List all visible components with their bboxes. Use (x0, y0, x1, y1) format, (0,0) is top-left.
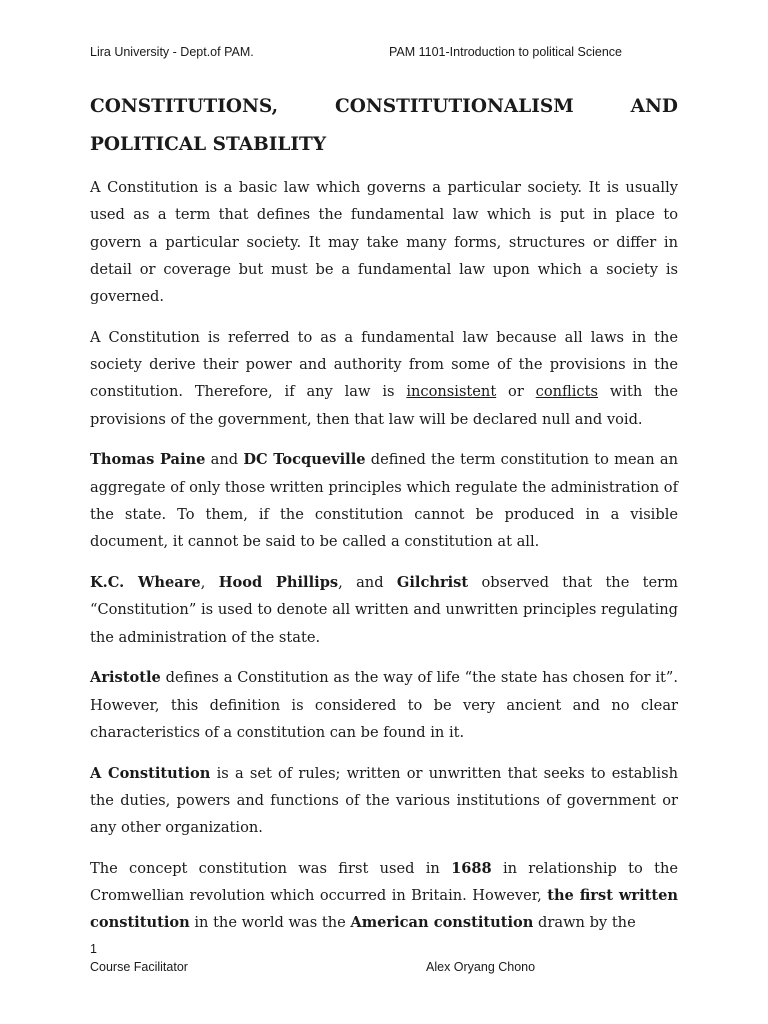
bold-term: Aristotle (90, 669, 161, 687)
footer-role: Course Facilitator (90, 960, 188, 974)
text-run: defined the term constitution to mean an aggregate of only those written principles which regulate the administration of the state. To them, if the constitution cannot be produced in a visible document, it cannot be said to be called a constitution at all. (90, 451, 678, 551)
text-run: , (200, 574, 219, 592)
text-run: The concept constitution was first used in (90, 859, 452, 877)
bold-term: American constitution (350, 914, 534, 932)
text-run: defines a Constitution as the way of life “the state has chosen for it”. However, this definition is considered to be very ancient and no clear characteristics of a constitution can be found in it. (90, 669, 678, 741)
title-word-3: AND (630, 96, 678, 117)
document-body (90, 174, 678, 950)
paragraph-4 (90, 569, 678, 651)
page-number: 1 (90, 942, 97, 956)
bold-term: Gilchrist (396, 574, 469, 592)
title-line-1 (90, 88, 678, 126)
bold-term: the first written constitution (90, 887, 678, 932)
title-word-2: CONSTITUTIONALISM (334, 96, 574, 117)
text-run: is a set of rules; written or unwritten that seeks to establish the duties, powers and functions of the various institutions of government or any other organization. (90, 764, 678, 837)
paragraph-1: A Constitution is a basic law which governs a particular society. It is usually used as a term that defines the fundamental law which is put in place to govern a particular society. It may take many forms, structures or differ in detail or coverage but must be a fundamental law upon which a society is governed. (90, 179, 678, 306)
text-run: in relationship to the Cromwellian revolution which occurred in Britain. However, (90, 859, 678, 905)
text-run: with the provisions of the government, then that law will be declared null and void. (90, 383, 678, 428)
bold-term: Hood Phillips (218, 574, 339, 592)
paragraph-2 (90, 324, 678, 433)
underlined-term: inconsistent (406, 383, 497, 401)
text-run: or (496, 383, 536, 401)
header-course: PAM 1101-Introduction to political Science (389, 45, 622, 59)
bold-term: DC Tocqueville (243, 451, 366, 469)
text-run: and (205, 451, 244, 469)
footer-row (90, 958, 678, 976)
paragraph-6 (90, 760, 678, 842)
bold-term: K.C. Wheare (90, 574, 201, 592)
text-run: observed that the term “Constitution” is used to denote all written and unwritten principles regulating the administration of the state. (90, 574, 678, 646)
text-run: drawn by the (533, 914, 636, 932)
text-run: in the world was the (189, 914, 351, 932)
header-institution: Lira University - Dept.of PAM. (90, 45, 254, 59)
bold-term: A Constitution (90, 764, 211, 782)
paragraph-3 (90, 446, 678, 555)
text-run: A Constitution is referred to as a fundamental law because all laws in the society derive their power and authority from some of the provisions in the constitution. Therefore, if any law is (90, 328, 678, 401)
page-header (90, 45, 678, 65)
bold-term: Thomas Paine (90, 451, 206, 469)
title-word-1: CONSTITUTIONS, (90, 96, 279, 117)
text-run: , and (338, 574, 397, 592)
title-line-2: POLITICAL STABILITY (90, 134, 327, 155)
page-footer (90, 940, 678, 976)
bold-term: 1688 (451, 859, 492, 877)
footer-author: Alex Oryang Chono (426, 960, 536, 974)
underlined-term: conflicts (535, 383, 598, 401)
document-title (90, 88, 678, 164)
paragraph-7 (90, 855, 678, 937)
paragraph-5 (90, 664, 678, 746)
